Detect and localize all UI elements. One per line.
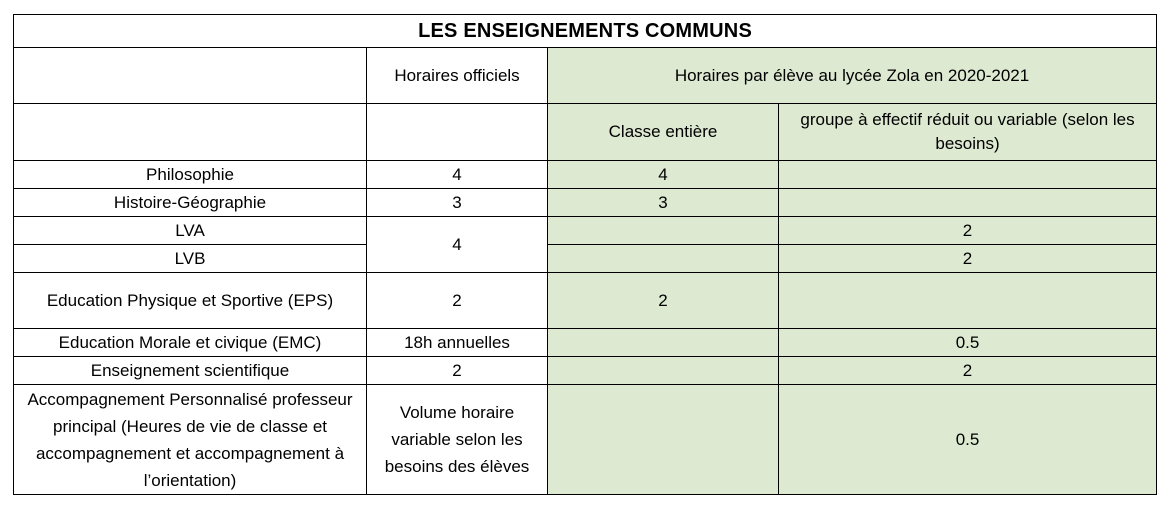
header-zola: Horaires par élève au lycée Zola en 2020-2021 xyxy=(548,48,1157,104)
official-cell: 4 xyxy=(367,161,548,189)
header-groupe: groupe à effectif réduit ou variable (selon les besoins) xyxy=(779,104,1157,161)
groupe-cell xyxy=(779,273,1157,329)
header-empty-cell xyxy=(367,104,548,161)
official-cell: 18h annuelles xyxy=(367,329,548,357)
header-official: Horaires officiels xyxy=(367,48,548,104)
table-row xyxy=(14,189,1157,217)
groupe-cell xyxy=(779,161,1157,189)
classe-cell xyxy=(548,217,779,245)
subject-cell: Philosophie xyxy=(14,161,367,189)
groupe-cell: 2 xyxy=(779,245,1157,273)
groupe-cell: 2 xyxy=(779,357,1157,385)
header-empty-cell xyxy=(14,104,367,161)
classe-cell: 2 xyxy=(548,273,779,329)
classe-cell: 3 xyxy=(548,189,779,217)
official-cell: Volume horaire variable selon les besoins des élèves xyxy=(367,385,548,495)
table-row xyxy=(14,161,1157,189)
classe-cell xyxy=(548,245,779,273)
groupe-cell: 2 xyxy=(779,217,1157,245)
subject-cell: Accompagnement Personnalisé professeur principal (Heures de vie de classe et accompagnement et accompagnement à l’orientation) xyxy=(14,385,367,495)
official-cell: 3 xyxy=(367,189,548,217)
subject-cell: Histoire-Géographie xyxy=(14,189,367,217)
subject-cell: LVA xyxy=(14,217,367,245)
subject-cell: Education Morale et civique (EMC) xyxy=(14,329,367,357)
official-cell: 2 xyxy=(367,273,548,329)
groupe-cell: 0.5 xyxy=(779,385,1157,495)
table-row xyxy=(14,245,1157,273)
table-row xyxy=(14,357,1157,385)
official-cell: 4 xyxy=(367,217,548,273)
table-row xyxy=(14,385,1157,495)
classe-cell: 4 xyxy=(548,161,779,189)
groupe-cell: 0.5 xyxy=(779,329,1157,357)
table-row xyxy=(14,329,1157,357)
table-row xyxy=(14,217,1157,245)
subject-cell: Enseignement scientifique xyxy=(14,357,367,385)
header-classe-entiere: Classe entière xyxy=(548,104,779,161)
classe-cell xyxy=(548,357,779,385)
classe-cell xyxy=(548,329,779,357)
subject-cell: LVB xyxy=(14,245,367,273)
table-title: LES ENSEIGNEMENTS COMMUNS xyxy=(14,15,1157,48)
official-cell: 2 xyxy=(367,357,548,385)
enseignements-table xyxy=(13,14,1157,495)
groupe-cell xyxy=(779,189,1157,217)
header-empty-cell xyxy=(14,48,367,104)
classe-cell xyxy=(548,385,779,495)
table-row xyxy=(14,273,1157,329)
subject-cell: Education Physique et Sportive (EPS) xyxy=(14,273,367,329)
